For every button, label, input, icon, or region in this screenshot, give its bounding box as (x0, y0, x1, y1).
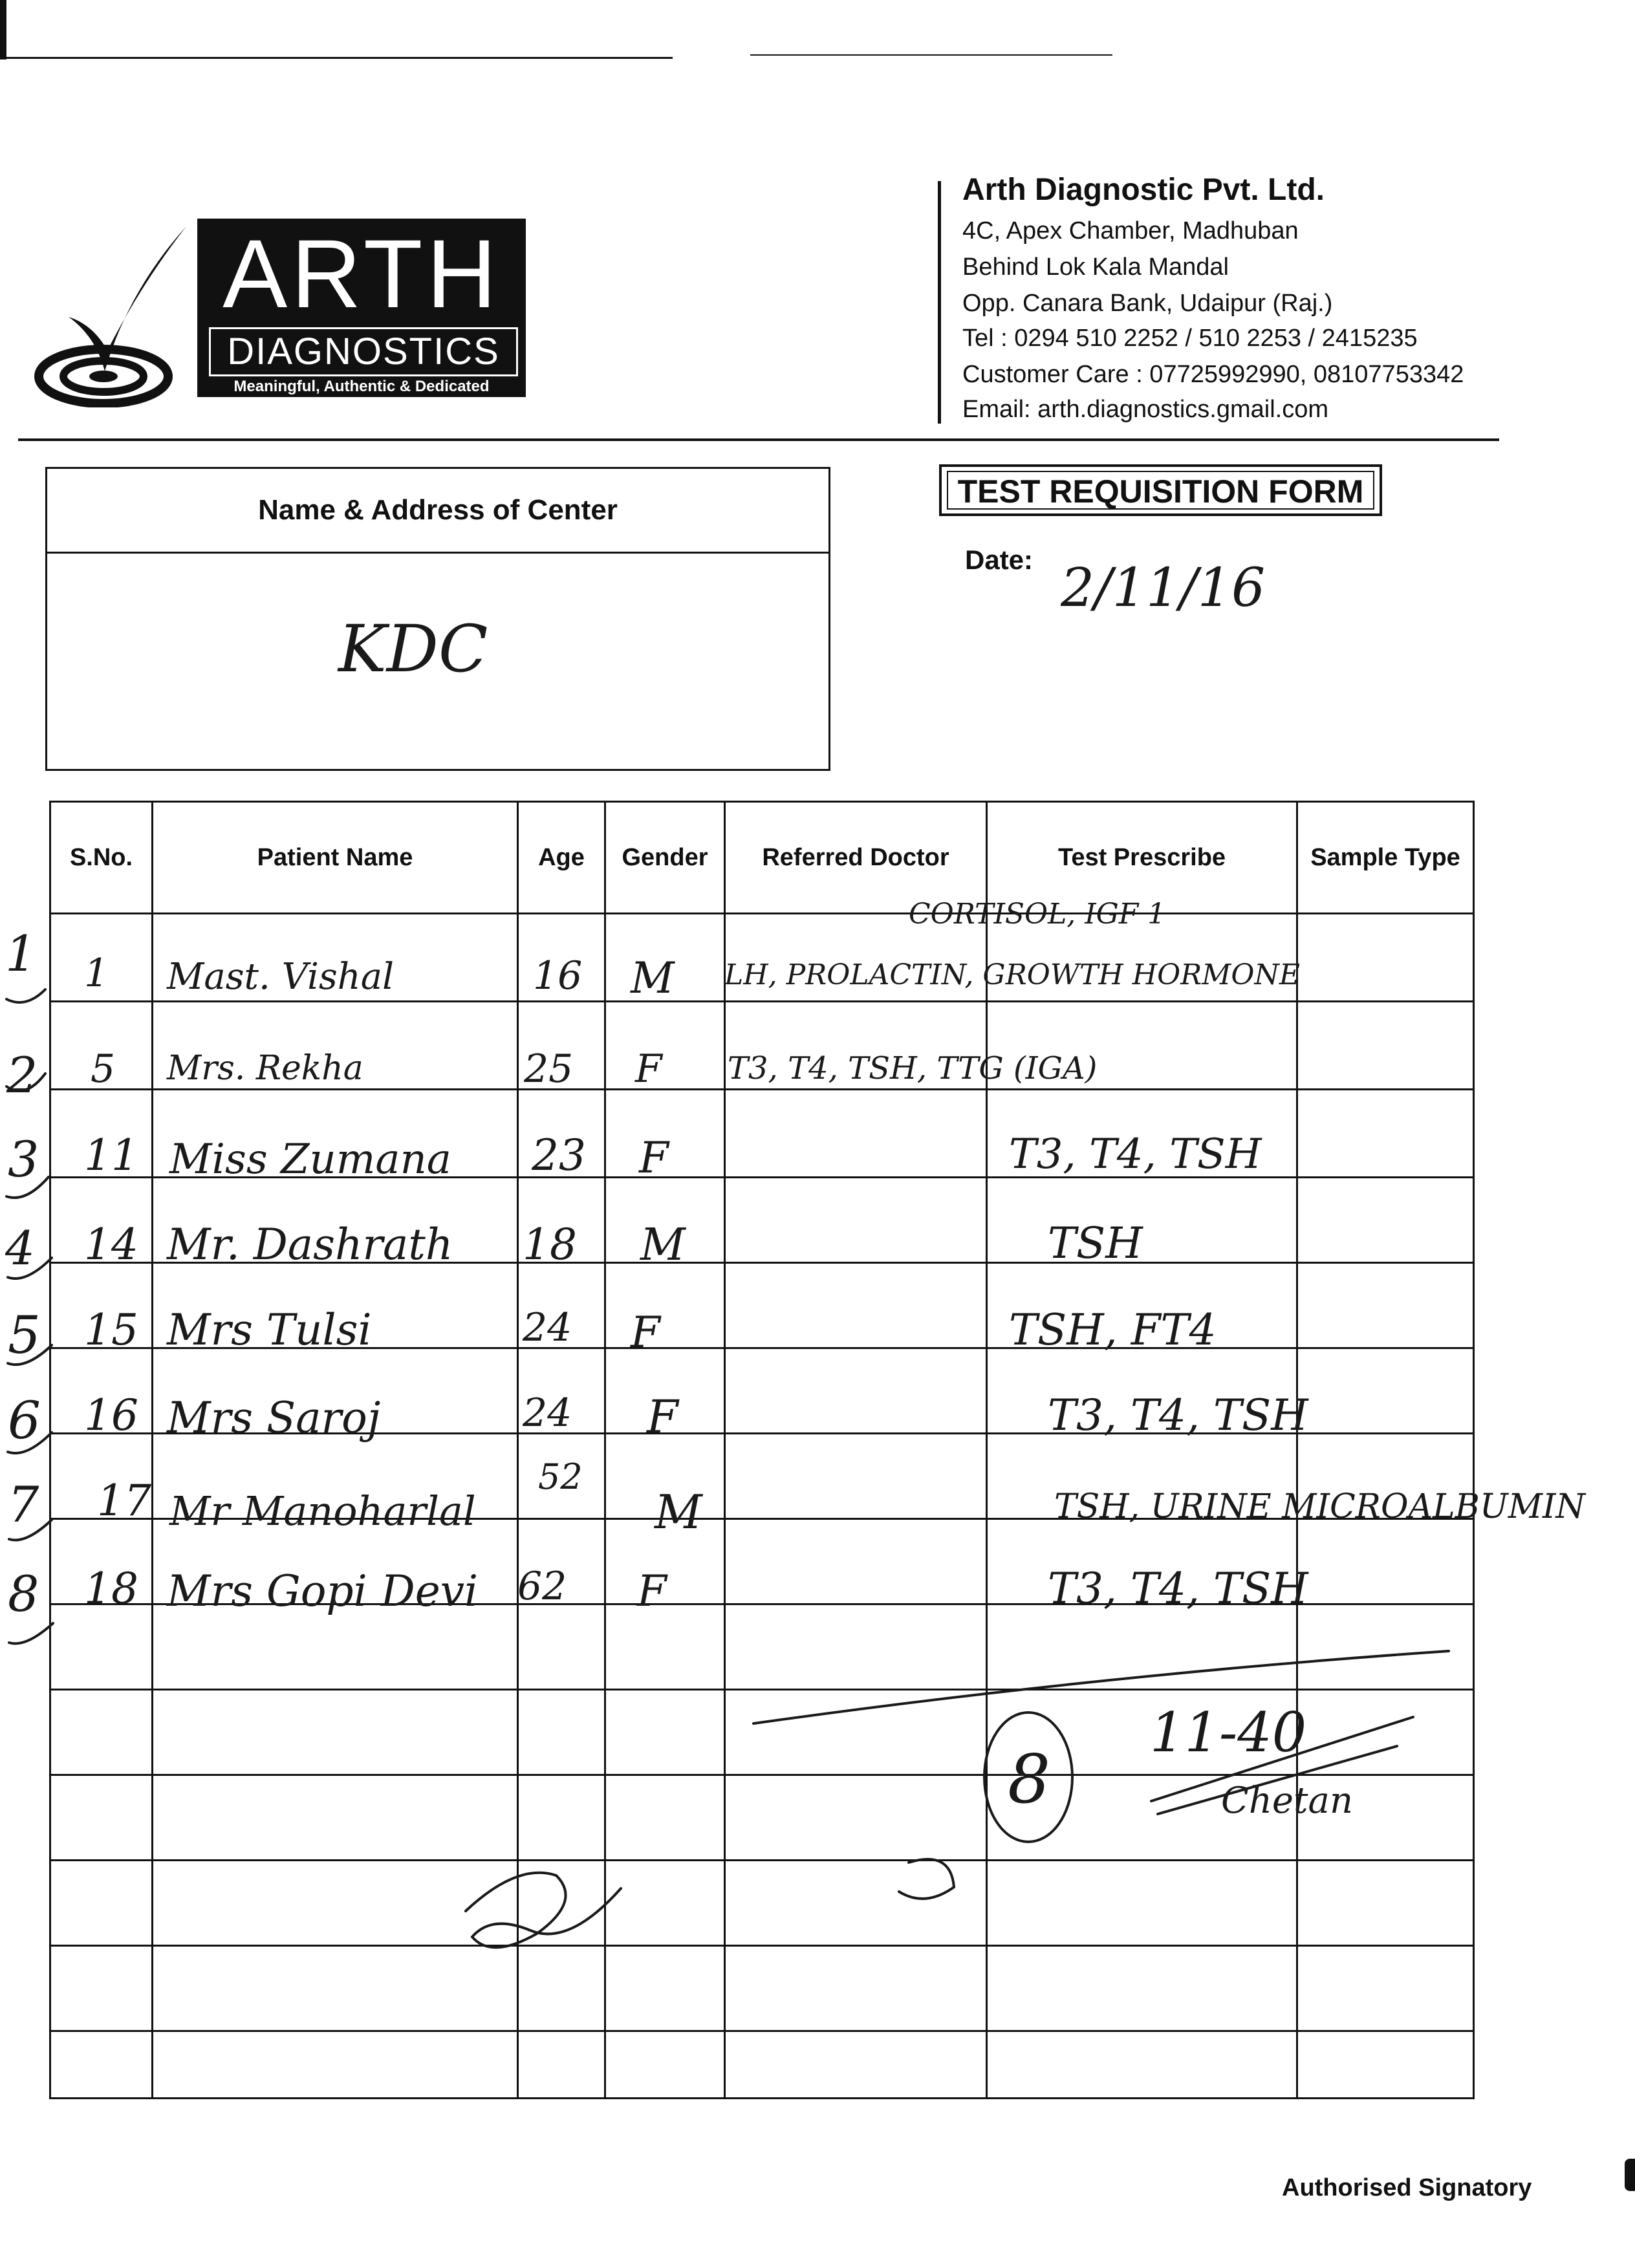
row-3-gender: F (639, 1133, 669, 1183)
row-6-patient-name: Mrs Saroj (167, 1393, 381, 1443)
company-customer-care: Customer Care : 07725992990, 08107753342 (962, 361, 1464, 388)
row-8-patient-name: Mrs Gopi Devi (167, 1566, 479, 1616)
row-4-mark: 4 (5, 1221, 35, 1275)
row-2-mark: 2 (6, 1046, 38, 1104)
row-5-mark: 5 (8, 1305, 41, 1365)
row-3-tests: T3, T4, TSH (1009, 1130, 1262, 1178)
row-7-gender: M (655, 1485, 702, 1539)
row-7-mark: 7 (8, 1476, 39, 1533)
row-7-patient-name: Mr Manoharlal (169, 1487, 476, 1535)
row-4-patient-name: Mr. Dashrath (167, 1220, 453, 1269)
row-6-mark: 6 (8, 1390, 41, 1451)
row-8-sno: 18 (84, 1564, 138, 1614)
row-8-age: 62 (517, 1564, 567, 1609)
row-5-sno: 15 (84, 1305, 138, 1355)
row-2-gender: F (635, 1046, 662, 1092)
row-8-tests: T3, T4, TSH (1048, 1564, 1308, 1614)
row-1-mark: 1 (5, 925, 37, 982)
row-5-age: 24 (523, 1305, 572, 1350)
row-3-age: 23 (532, 1130, 586, 1180)
row-1-age: 16 (533, 953, 583, 999)
authorised-signatory-label: Authorised Signatory (1282, 2174, 1532, 2201)
logo-word-arth: ARTH (222, 219, 501, 328)
row-2-patient-name: Mrs. Rekha (167, 1049, 363, 1088)
col-header-gender: Gender (622, 843, 708, 871)
company-address-line-1: 4C, Apex Chamber, Madhuban (962, 217, 1299, 244)
row-3-mark: 3 (8, 1130, 39, 1188)
row-2-sno: 5 (91, 1046, 116, 1092)
row-3-patient-name: Miss Zumana (169, 1136, 451, 1183)
time-annotation: 11-40 (1150, 1701, 1307, 1764)
logo-word-diagnostics: DIAGNOSTICS (209, 327, 518, 376)
row-5-gender: F (631, 1308, 660, 1357)
row-1-patient-name: Mast. Vishal (167, 956, 395, 998)
form-title: TEST REQUISITION FORM (947, 471, 1374, 510)
company-address-line-3: Opp. Canara Bank, Udaipur (Raj.) (962, 290, 1333, 317)
col-header-sno: S.No. (69, 843, 133, 871)
row-6-age: 24 (523, 1390, 572, 1436)
count-annotation: 8 (1008, 1740, 1051, 1819)
col-header-referred-doctor: Referred Doctor (762, 843, 949, 871)
company-phone: Tel : 0294 510 2252 / 510 2253 / 2415235 (962, 325, 1418, 352)
date-value: 2/11/16 (1061, 557, 1266, 619)
row-4-gender: M (640, 1220, 686, 1271)
row-6-gender: F (647, 1390, 678, 1443)
row-5-tests: TSH, FT4 (1009, 1305, 1217, 1355)
row-5-patient-name: Mrs Tulsi (167, 1305, 372, 1355)
row-1-gender: M (631, 953, 675, 1003)
center-heading: Name & Address of Center (47, 469, 828, 554)
date-label: Date: (965, 545, 1034, 575)
row-1-tests-extra: CORTISOL, IGF 1 (909, 898, 1166, 931)
row-4-sno: 14 (84, 1220, 138, 1269)
center-name-value: KDC (338, 611, 488, 687)
row-6-sno: 16 (84, 1390, 138, 1440)
company-email: Email: arth.diagnostics.gmail.com (962, 396, 1328, 423)
row-2-age: 25 (524, 1046, 574, 1092)
row-4-tests: TSH (1048, 1218, 1143, 1268)
company-address-line-2: Behind Lok Kala Mandal (962, 254, 1229, 281)
row-7-age: 52 (538, 1456, 583, 1497)
company-name: Arth Diagnostic Pvt. Ltd. (962, 173, 1325, 207)
row-1-sno: 1 (84, 951, 109, 996)
col-header-sample-type: Sample Type (1310, 843, 1460, 871)
note-annotation: Chetan (1221, 1780, 1354, 1822)
row-7-tests: TSH, URINE MICROALBUMIN (1054, 1487, 1585, 1526)
col-header-test-prescribe: Test Prescribe (1057, 843, 1226, 871)
col-header-patient-name: Patient Name (257, 843, 413, 871)
row-2-tests: T3, T4, TSH, TTG (IGA) (728, 1050, 1098, 1086)
col-header-age: Age (538, 843, 585, 871)
row-1-tests: LH, PROLACTIN, GROWTH HORMONE (724, 958, 1301, 991)
row-4-age: 18 (523, 1220, 577, 1269)
row-3-sno: 11 (84, 1130, 138, 1180)
logo-tagline: Meaningful, Authentic & Dedicated (233, 378, 490, 395)
row-7-sno: 17 (97, 1476, 151, 1526)
row-6-tests: T3, T4, TSH (1048, 1390, 1308, 1440)
row-8-gender: F (637, 1566, 667, 1616)
edge-mark (1625, 2159, 1635, 2191)
row-8-mark: 8 (8, 1565, 39, 1623)
